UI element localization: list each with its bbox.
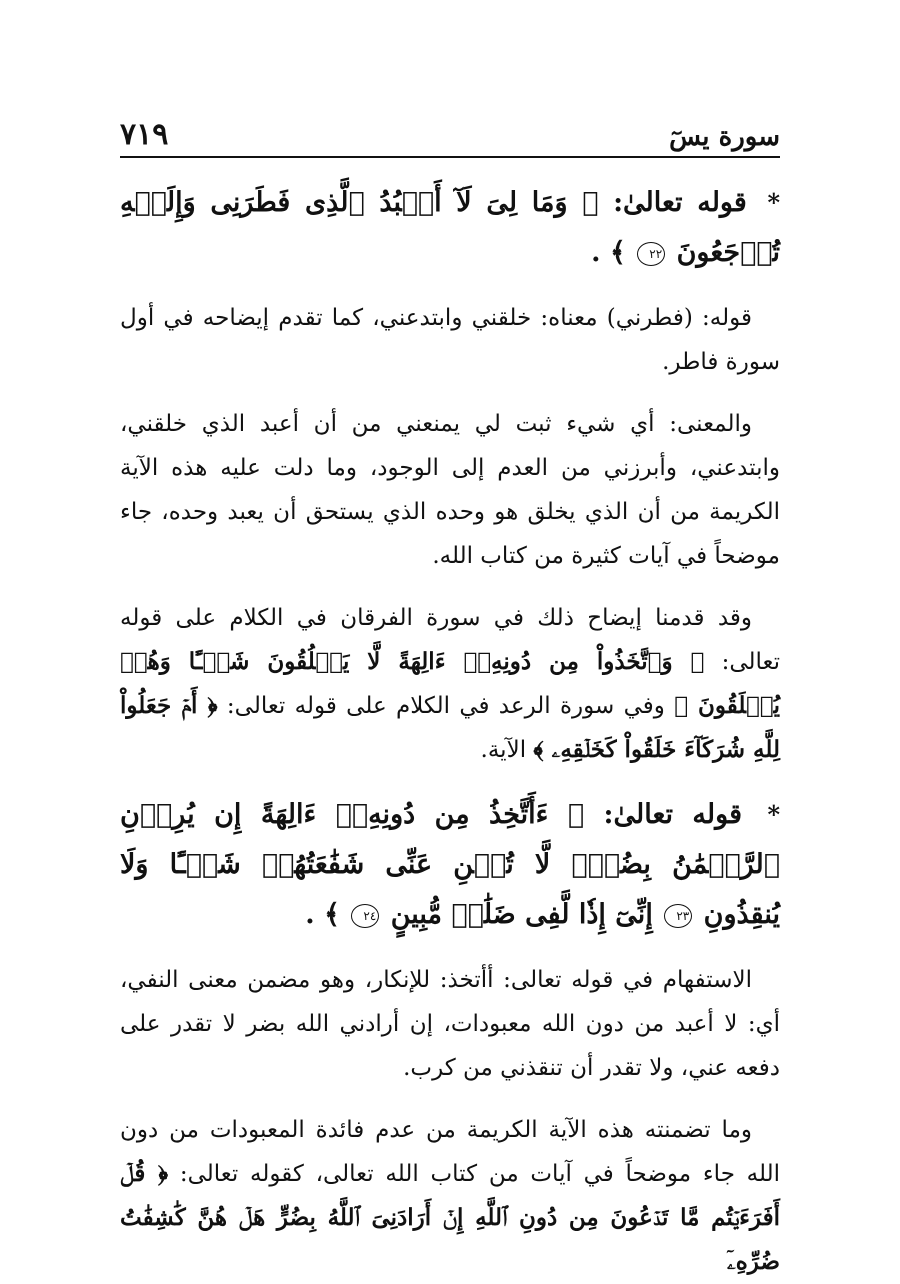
book-page xyxy=(120,110,780,1284)
ayah-number: ٢٢ xyxy=(637,242,665,266)
verse-intro: قوله تعالىٰ: xyxy=(603,799,742,830)
verse-heading-23-24 xyxy=(120,790,780,940)
star-marker: * xyxy=(767,188,781,217)
quran-text: ءَأَتَّخِذُ مِن دُونِهِۦٓ ءَالِهَةً إِن يُرِدۡنِ ٱلرَّحۡمَٰنُ بِضُرّٖ لَّا تُغۡنِ عَنِّى شَفَٰعَتُهُمۡ شَيۡـًٔا وَلَا يُنقِذُونِ xyxy=(120,799,780,930)
paragraph-text: وقد قدمنا إيضاح ذلك في سورة الفرقان في الكلام على قوله تعالى: xyxy=(120,605,781,675)
paragraph xyxy=(120,596,780,772)
star-marker: * xyxy=(767,800,781,829)
page-header xyxy=(120,110,780,158)
paragraph-text: والمعنى: أي شيء ثبت لي يمنعني من أن أعبد الذي خلقني، وابتدعني، وأبرزني من العدم إلى الوجود، وما دلت عليه هذه الآية الكريمة من أن الذي يخلق هو وحده الذي يستحق أن يعبد وحده، جاء موضحاً في آيات كثيرة من كتاب الله. xyxy=(120,411,780,569)
quran-text: إِنِّىٓ إِذٗا لَّفِى ضَلَٰلٖ مُّبِينٍ xyxy=(390,899,653,930)
page-content xyxy=(120,178,780,1284)
verse-intro: قوله تعالىٰ: xyxy=(613,187,747,218)
paragraph xyxy=(120,1108,780,1284)
quran-open-bracket: ﴿ xyxy=(582,187,599,218)
paragraph xyxy=(120,958,780,1090)
quran-close-bracket: ﴾ . xyxy=(591,237,626,268)
ayah-number: ٢٤ xyxy=(351,904,379,928)
quran-text: وَمَا لِىَ لَآ أَعۡبُدُ ٱلَّذِى فَطَرَنِى وَإِلَيۡهِ تُرۡجَعُونَ xyxy=(120,187,780,268)
paragraph-text: الاستفهام في قوله تعالى: أأتخذ: للإنكار، وهو مضمن معنى النفي، أي: لا أعبد من دون الله معبودات، إن أرادني الله بضر لا تقدر على دفعه عني، ولا تقدر أن تنقذني من كرب. xyxy=(120,967,780,1081)
quran-close-bracket: ﴾ . xyxy=(305,899,340,930)
paragraph-text: قوله: (فطرني) معناه: خلقني وابتدعني، كما تقدم إيضاحه في أول سورة فاطر. xyxy=(120,305,780,375)
quran-quote: ﴿ قُلۡ أَفَرَءَيۡتُم مَّا تَدۡعُونَ مِن دُونِ ٱللَّهِ إِنۡ أَرَادَنِىَ ٱللَّهُ بِضُرٍّ هَلۡ هُنَّ كَٰشِفَٰتُ ضُرِّهِۦٓ xyxy=(120,1160,780,1275)
ayah-number: ٢٣ xyxy=(664,904,692,928)
paragraph-text: وفي سورة الرعد في الكلام على قوله تعالى: xyxy=(226,693,665,719)
paragraph-text: وما تضمنته هذه الآية الكريمة من عدم فائدة المعبودات من دون الله جاء موضحاً في آيات من كتاب الله تعالى، كقوله تعالى: xyxy=(120,1117,781,1187)
paragraph xyxy=(120,402,780,578)
quran-quote: ﴿ وَٱتَّخَذُواْ مِن دُونِهِۦٓ ءَالِهَةً لَّا يَخۡلُقُونَ شَيۡـًٔا وَهُمۡ يُخۡلَقُونَ ﴾ xyxy=(120,648,781,719)
quran-open-bracket: ﴿ xyxy=(567,799,585,830)
page-number: ٧١٩ xyxy=(120,117,169,152)
surah-name: سورة يسٓ xyxy=(669,122,780,152)
paragraph xyxy=(120,296,780,384)
verse-heading-22 xyxy=(120,178,780,278)
quran-quote: ﴿ أَمۡ جَعَلُواْ لِلَّهِ شُرَكَآءَ خَلَقُواْ كَخَلۡقِهِۦ ﴾ xyxy=(120,692,780,763)
paragraph-text: الآية. xyxy=(480,737,527,763)
